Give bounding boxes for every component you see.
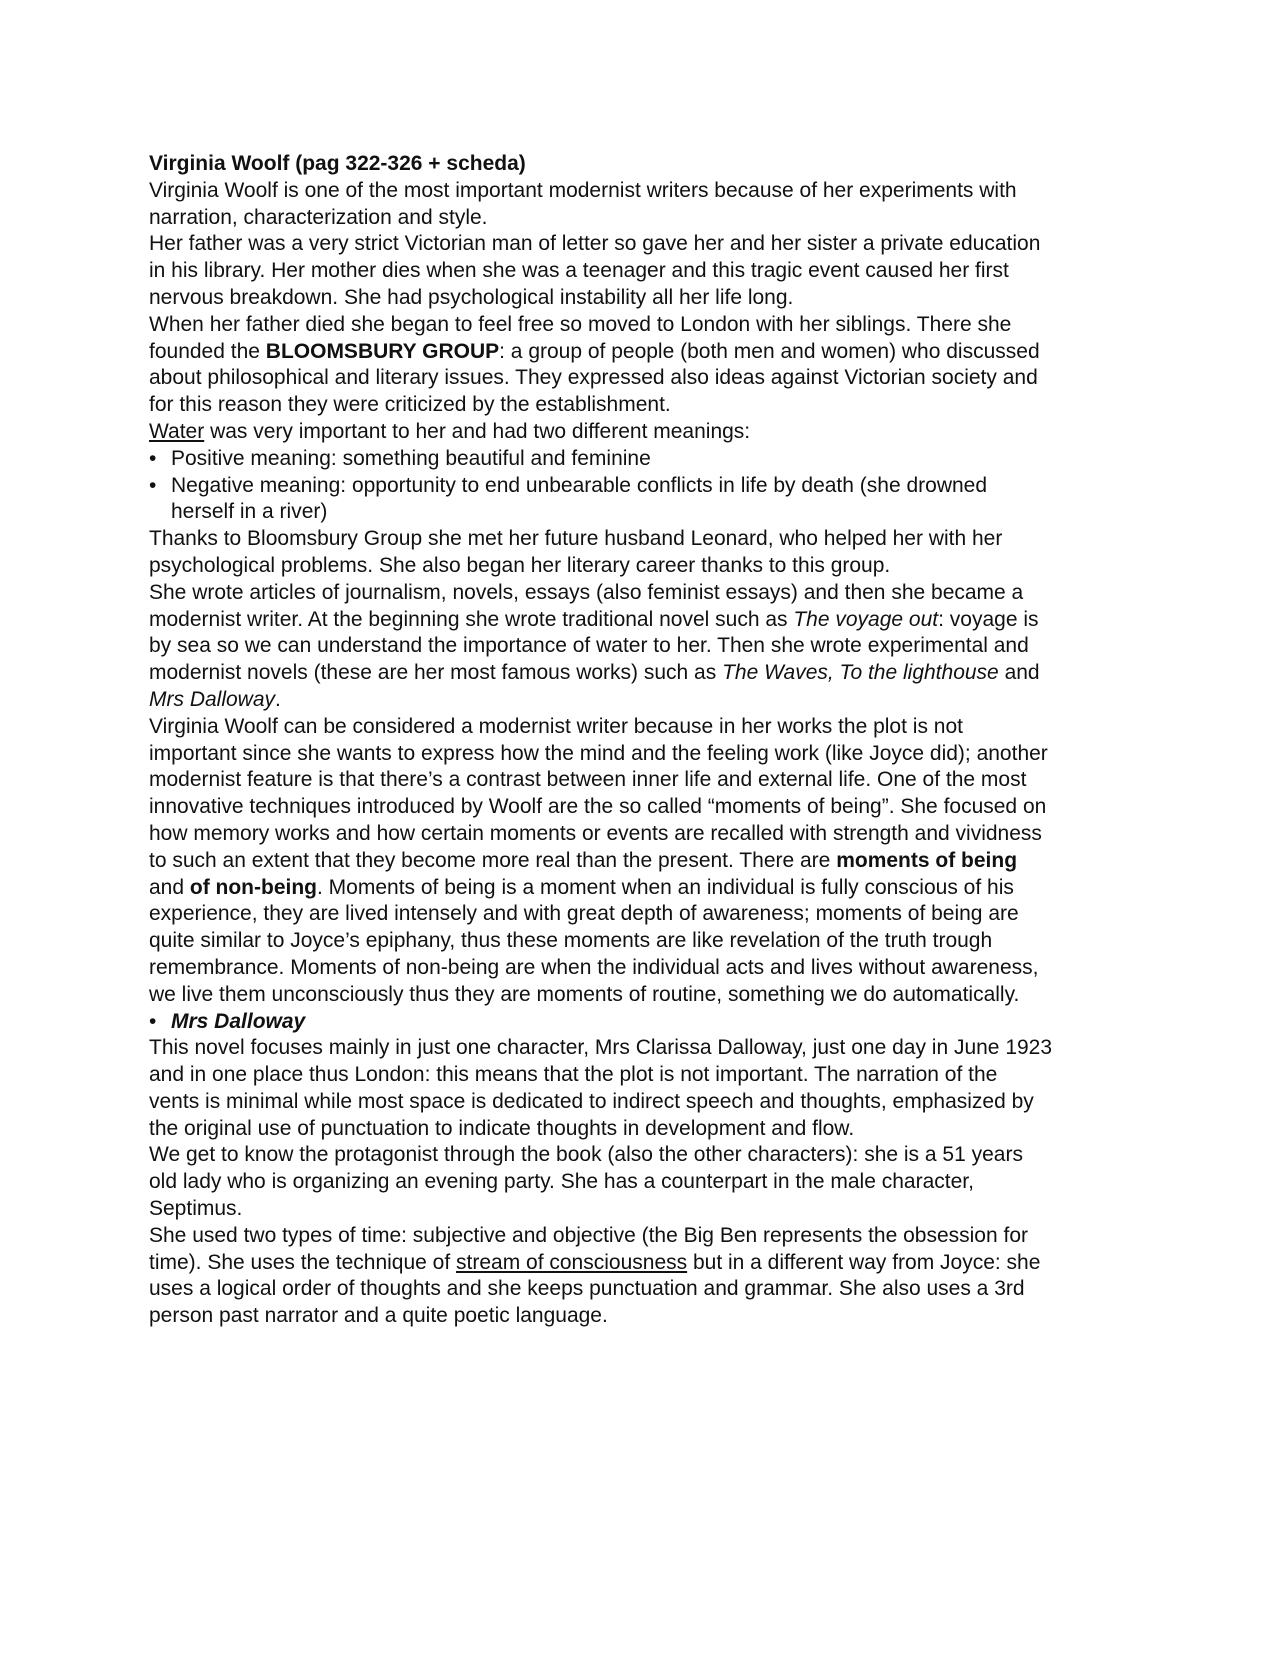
text-line: psychological problems. She also began her literary career thanks to this group. bbox=[149, 553, 891, 577]
text-line: and in one place thus London: this means that the plot is not important. The narration of the bbox=[149, 1063, 998, 1087]
text-line: innovative techniques introduced by Woolf are the so called “moments of being”. She focused on bbox=[149, 795, 1047, 819]
text-line: We get to know the protagonist through the book (also the other characters): she is a 51 years bbox=[149, 1143, 1023, 1167]
text-line: She used two types of time: subjective and objective (the Big Ben represents the obsession for bbox=[149, 1223, 1028, 1247]
bloomsbury-group-term: BLOOMSBURY GROUP bbox=[265, 339, 500, 363]
text-line bbox=[149, 607, 1139, 634]
text-line: by sea so we can understand the importance of water to her. Then she wrote experimental and bbox=[149, 634, 1029, 658]
text-span: . bbox=[275, 687, 281, 711]
text-line: how memory works and how certain moments or events are recalled with strength and vividness bbox=[149, 821, 1042, 845]
book-title: Mrs Dalloway bbox=[149, 687, 276, 711]
text-line: for this reason they were criticized by the establishment. bbox=[149, 393, 671, 417]
text-line bbox=[149, 875, 1139, 902]
bullet-icon: • bbox=[149, 473, 157, 497]
section-heading-text: Mrs Dalloway bbox=[171, 1009, 306, 1033]
text-line: nervous breakdown. She had psychological instability all her life long. bbox=[149, 285, 794, 309]
text-line: experience, they are lived intensely and with great depth of awareness; moments of being are bbox=[149, 902, 1019, 926]
text-line: we live them unconsciously thus they are moments of routine, something we do automatically. bbox=[149, 982, 1020, 1006]
text-span: . Moments of being is a moment when an individual is fully conscious of his bbox=[317, 875, 1014, 899]
text-line: in his library. Her mother dies when she was a teenager and this tragic event caused her first bbox=[149, 259, 1009, 283]
text-span: founded the bbox=[149, 339, 266, 363]
text-span: time). She uses the technique of bbox=[149, 1250, 457, 1274]
text-line: about philosophical and literary issues. They expressed also ideas against Victorian society and bbox=[149, 366, 1038, 390]
text-span: but in a different way from Joyce: she bbox=[687, 1250, 1041, 1274]
text-line: Virginia Woolf is one of the most important modernist writers because of her experiments with bbox=[149, 178, 1017, 202]
text-line bbox=[149, 419, 1139, 446]
text-line: When her father died she began to feel free so moved to London with her siblings. There she bbox=[149, 312, 1012, 336]
text-line: the original use of punctuation to indicate thoughts in development and flow. bbox=[149, 1116, 855, 1140]
text-line: old lady who is organizing an evening party. She has a counterpart in the male character, bbox=[149, 1170, 974, 1194]
book-title: The voyage out bbox=[793, 607, 939, 631]
text-span: modernist writer. At the beginning she wrote traditional novel such as bbox=[149, 607, 794, 631]
text-line: vents is minimal while most space is dedicated to indirect speech and thoughts, emphasized by bbox=[149, 1089, 1034, 1113]
section-heading bbox=[149, 1009, 1139, 1036]
bullet-icon: • bbox=[149, 446, 157, 470]
text-line bbox=[149, 687, 1139, 714]
water-term: Water bbox=[149, 419, 205, 443]
book-title: The Waves, To the lighthouse bbox=[722, 661, 999, 685]
text-line: person past narrator and a quite poetic language. bbox=[149, 1304, 608, 1328]
bullet-item bbox=[149, 446, 1139, 473]
text-line: quite similar to Joyce’s epiphany, thus these moments are like revelation of the truth trough bbox=[149, 929, 993, 953]
document-page bbox=[149, 151, 1139, 1330]
text-line: modernist feature is that there’s a contrast between inner life and external life. One of the most bbox=[149, 768, 1027, 792]
document-title: Virginia Woolf (pag 322-326 + scheda) bbox=[149, 152, 526, 175]
text-line bbox=[149, 1250, 1139, 1277]
text-span: and bbox=[149, 875, 190, 899]
bullet-text: Positive meaning: something beautiful and feminine bbox=[171, 446, 651, 470]
text-span: and bbox=[998, 661, 1040, 685]
text-line: Septimus. bbox=[149, 1197, 243, 1221]
text-span: : a group of people (both men and women) who discussed bbox=[499, 339, 1040, 363]
bullet-text: Negative meaning: opportunity to end unbearable conflicts in life by death (she drowned bbox=[171, 473, 988, 497]
stream-of-consciousness-term: stream of consciousness bbox=[456, 1250, 688, 1274]
text-line: Her father was a very strict Victorian man of letter so gave her and her sister a private education bbox=[149, 232, 1041, 256]
text-line bbox=[149, 660, 1139, 687]
text-line bbox=[149, 339, 1139, 366]
text-span: : voyage is bbox=[938, 607, 1039, 631]
text-span: to such an extent that they become more real than the present. There are bbox=[149, 848, 837, 872]
text-line bbox=[149, 848, 1139, 875]
text-line: narration, characterization and style. bbox=[149, 205, 488, 229]
text-span: modernist novels (these are her most famous works) such as bbox=[149, 661, 723, 685]
text-line: This novel focuses mainly in just one character, Mrs Clarissa Dalloway, just one day in June 1923 bbox=[149, 1036, 1053, 1060]
text-span: was very important to her and had two different meanings: bbox=[204, 419, 751, 443]
text-line: important since she wants to express how the mind and the feeling work (like Joyce did); another bbox=[149, 741, 1048, 765]
text-line: Thanks to Bloomsbury Group she met her future husband Leonard, who helped her with her bbox=[149, 527, 1003, 551]
bullet-item bbox=[149, 473, 1139, 500]
text-line: She wrote articles of journalism, novels, essays (also feminist essays) and then she became a bbox=[149, 580, 1024, 604]
moments-of-being-term: moments of being bbox=[836, 848, 1018, 872]
bullet-icon: • bbox=[149, 1009, 157, 1033]
bullet-continuation: herself in a river) bbox=[171, 500, 328, 524]
text-line: uses a logical order of thoughts and she keeps punctuation and grammar. She also uses a 3rd bbox=[149, 1277, 1025, 1301]
text-line: Virginia Woolf can be considered a modernist writer because in her works the plot is not bbox=[149, 714, 963, 738]
non-being-term: of non-being bbox=[189, 875, 318, 899]
text-line: remembrance. Moments of non-being are when the individual acts and lives without awareness, bbox=[149, 955, 1039, 979]
